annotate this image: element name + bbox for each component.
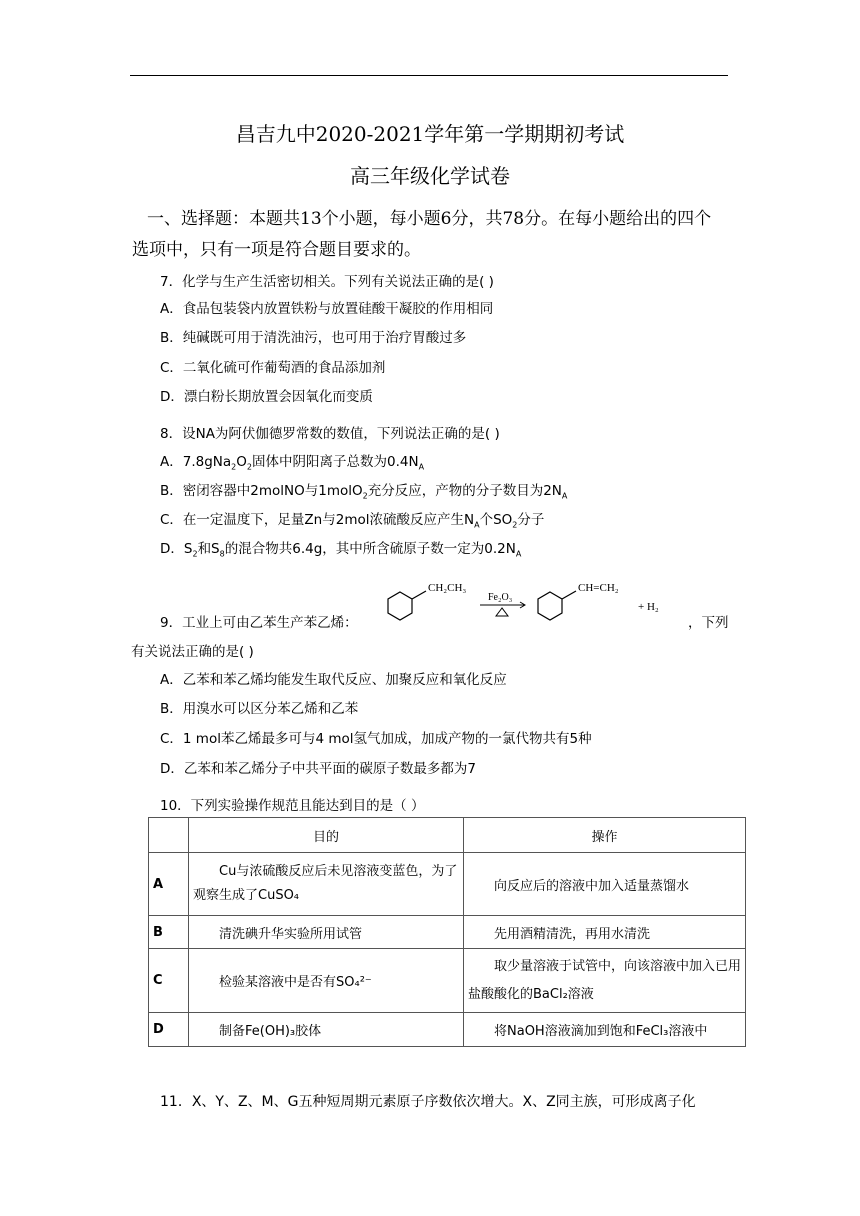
table-row <box>149 949 746 1013</box>
q9-option-a: A．乙苯和苯乙烯均能发生取代反应、加聚反应和氧化反应 <box>160 672 507 688</box>
q10-stem: 10．下列实验操作规范且能达到目的是（ ） <box>160 798 425 814</box>
row-label: B <box>149 916 189 949</box>
table-header-row <box>149 818 746 853</box>
q9-option-d: D．乙苯和苯乙烯分子中共平面的碳原子数最多都为7 <box>160 761 476 777</box>
q8-stem: 8．设NA为阿伏伽德罗常数的数值，下列说法正确的是( ) <box>160 426 500 442</box>
row-operation: 取少量溶液于试管中，向该溶液中加入已用盐酸酸化的BaCl₂溶液 <box>464 949 746 1013</box>
row-label: C <box>149 949 189 1013</box>
q7-stem: 7．化学与生产生活密切相关。下列有关说法正确的是( ) <box>160 274 494 290</box>
reaction-arrow <box>480 602 525 616</box>
row-goal: 检验某溶液中是否有SO₄²⁻ <box>189 949 464 1013</box>
section-intro-line1: 一、选择题：本题共13个小题，每小题6分，共78分。在每小题给出的四个 <box>147 209 712 229</box>
q9-stem-tail: ，下列 <box>688 615 729 631</box>
header-cell-label <box>149 818 189 853</box>
table-row <box>149 916 746 949</box>
header-rule <box>130 75 728 76</box>
section-intro-line2: 选项中，只有一项是符合题目要求的。 <box>132 240 421 260</box>
row-goal: 清洗碘升华实验所用试管 <box>189 916 464 949</box>
q8-option-d: D．$S_2$和$S_8$的混合物共6.4g，其中所含硫原子数一定为$0.2N_A$ <box>160 541 522 559</box>
catalyst-label: Fe₂O₃ <box>488 592 513 603</box>
q9-stem: 9．工业上可由乙苯生产苯乙烯： <box>160 615 358 631</box>
row-goal: Cu与浓硫酸反应后未见溶液变蓝色，为了观察生成了CuSO₄ <box>189 853 464 916</box>
byproduct-h2: + H₂ <box>638 601 659 613</box>
q10-table <box>148 817 746 1047</box>
reaction-scheme <box>380 578 680 628</box>
q11-stem: 11．X、Y、Z、M、G五种短周期元素原子序数依次增大。X、Z同主族，可形成离子化 <box>160 1094 696 1110</box>
row-label: D <box>149 1013 189 1047</box>
q9-stem-line2: 有关说法正确的是( ) <box>131 644 254 660</box>
row-operation: 先用酒精清洗，再用水清洗 <box>464 916 746 949</box>
styrene-structure <box>538 591 576 620</box>
row-label: A <box>149 853 189 916</box>
table-row <box>149 853 746 916</box>
row-operation: 将NaOH溶液滴加到饱和FeCl₃溶液中 <box>464 1013 746 1047</box>
q7-option-a: A．食品包装袋内放置铁粉与放置硅酸干凝胶的作用相同 <box>160 301 494 317</box>
q7-option-c: C．二氧化硫可作葡萄酒的食品添加剂 <box>160 360 386 376</box>
ethylbenzene-structure <box>388 591 426 620</box>
q7-option-b: B．纯碱既可用于清洗油污，也可用于治疗胃酸过多 <box>160 330 467 346</box>
q9-option-c: C．1 mol苯乙烯最多可与4 mol氢气加成，加成产物的一氯代物共有5种 <box>160 731 592 747</box>
q8-option-b: B．密闭容器中2molNO与1molO$_2$充分反应，产物的分子数目为$2N_A$ <box>160 483 568 501</box>
exam-subtitle: 高三年级化学试卷 <box>350 164 510 188</box>
product-group: CH=CH₂ <box>578 582 619 594</box>
q9-option-b: B．用溴水可以区分苯乙烯和乙苯 <box>160 701 359 717</box>
reactant-group: CH₂CH₃ <box>428 582 467 594</box>
q7-option-d: D．漂白粉长期放置会因氧化而变质 <box>160 389 373 405</box>
row-operation: 向反应后的溶液中加入适量蒸馏水 <box>464 853 746 916</box>
q8-option-c: C．在一定温度下，足量Zn与2mol浓硫酸反应产生$N_A$个$SO_2$分子 <box>160 512 545 530</box>
table-row <box>149 1013 746 1047</box>
row-goal: 制备Fe(OH)₃胶体 <box>189 1013 464 1047</box>
q8-option-a: A．$7.8gNa_2O_2$固体中阴阳离子总数为$0.4N_A$ <box>160 454 425 472</box>
header-cell-goal: 目的 <box>189 818 464 853</box>
exam-title: 昌吉九中2020-2021学年第一学期期初考试 <box>235 122 625 146</box>
header-cell-operation: 操作 <box>464 818 746 853</box>
